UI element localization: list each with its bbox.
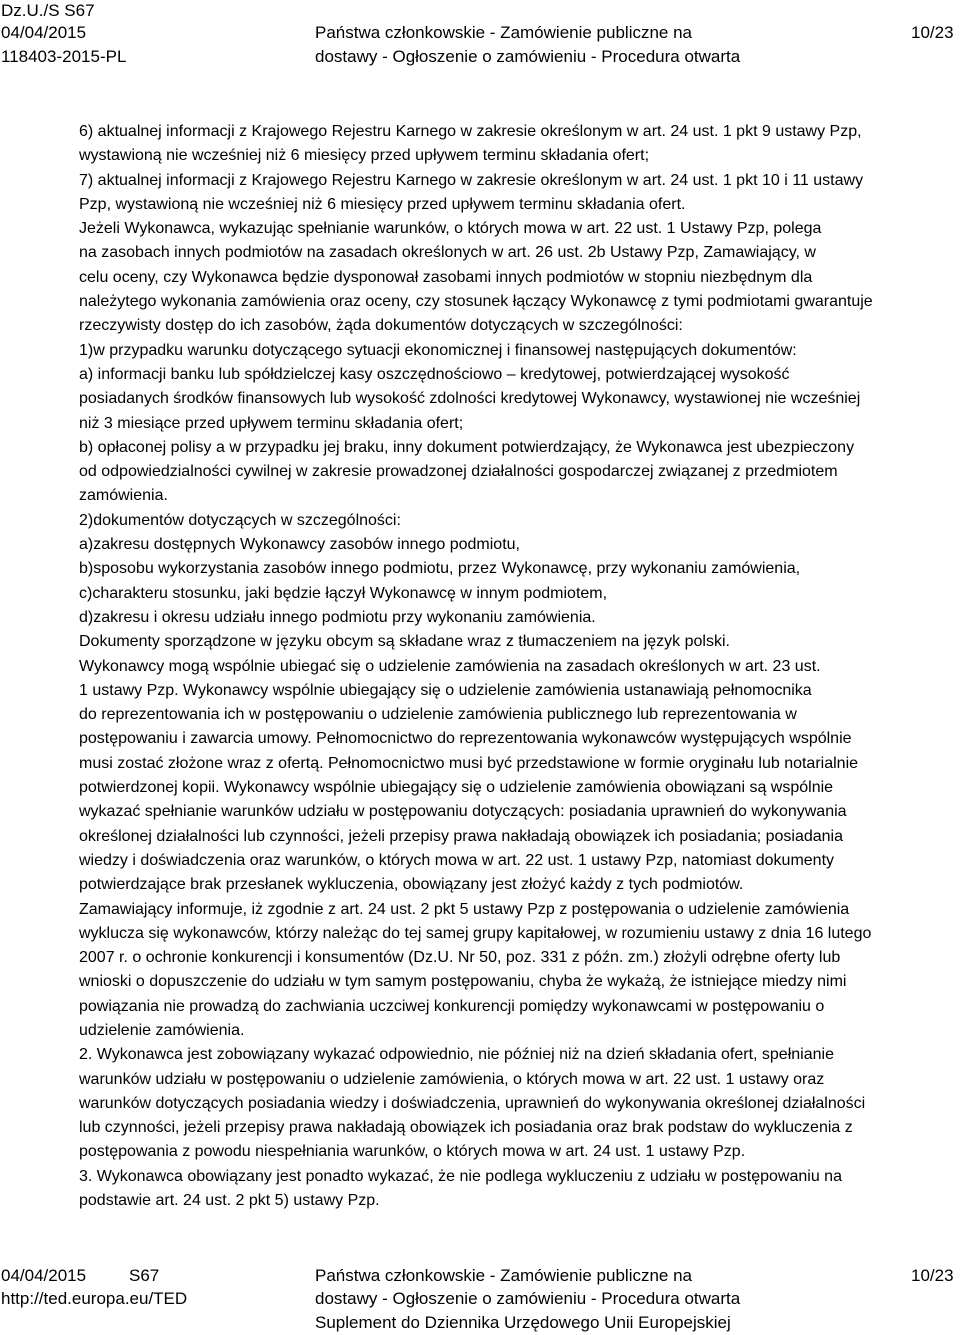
- body-line: od odpowiedzialności cywilnej w zakresie prowadzonej działalności gospodarczej związanej z przedmiotem: [79, 463, 838, 481]
- body-line: b)sposobu wykorzystania zasobów innego podmiotu, przez Wykonawcę, przy wykonaniu zamówienia,: [79, 560, 801, 578]
- body-line: b) opłaconej polisy a w przypadku jej braku, inny dokument potwierdzający, że Wykonawca jest ubezpieczony: [79, 438, 855, 456]
- body-line: 6) aktualnej informacji z Krajowego Rejestru Karnego w zakresie określonym w art. 24 ust. 1 pkt 9 ustawy Pzp,: [79, 123, 862, 140]
- body-line: Zamawiający informuje, iż zgodnie z art. 24 ust. 2 pkt 5 ustawy Pzp z postępowania o udzielenie zamówienia: [79, 900, 850, 918]
- header-journal: Dz.U./S S67: [1, 1, 95, 20]
- body-text: [79, 120, 959, 1213]
- body-line: celu oceny, czy Wykonawca będzie dysponował zasobami innych podmiotów w stopniu niezbędnym dla: [79, 268, 813, 286]
- body-line: 2. Wykonawca jest zobowiązany wykazać odpowiednio, nie później niż na dzień składania ofert, spełnianie: [79, 1046, 834, 1064]
- body-line: wnioski o dopuszczenie do udziału w tym samym postępowaniu, chyba że wykażą, że istniejące miedzy nimi: [79, 973, 847, 991]
- body-line: wystawioną nie wcześniej niż 6 miesięcy przed upływem terminu składania ofert;: [79, 147, 650, 165]
- body-line: postępowania z powodu niespełniania warunków, o których mowa w art. 24 ust. 1 ustawy Pzp.: [79, 1143, 746, 1161]
- body-line: 3. Wykonawca obowiązany jest ponadto wykazać, że nie podlega wykluczeniu z udziału w postępowaniu na: [79, 1167, 842, 1185]
- footer-issue: S67: [129, 1266, 160, 1285]
- body-line: należytego wykonania zamówienia oraz oceny, czy stosunek łączący Wykonawcę z tymi podmiotami gwarantuje: [79, 293, 873, 311]
- body-line: a)zakresu dostępnych Wykonawcy zasobów innego podmiotu,: [79, 536, 520, 554]
- footer-date: 04/04/2015: [1, 1266, 87, 1285]
- body-line: warunków udziału w postępowaniu o udzielenie zamówienia, o których mowa w art. 22 ust. 1 ustawy oraz: [79, 1070, 825, 1088]
- body-line: określonej działalności lub czynności, jeżeli przepisy prawa nakładają obowiązek ich posiadania; posiadania: [79, 827, 843, 845]
- footer-page-number: 10/23: [911, 1266, 954, 1285]
- body-line: rzeczywisty dostęp do ich zasobów, żąda dokumentów dotyczących w szczególności:: [79, 317, 683, 335]
- header-title-line2: dostawy - Ogłoszenie o zamówieniu - Procedura otwarta: [315, 47, 741, 66]
- body-line: na zasobach innych podmiotów na zasadach określonych w art. 26 ust. 2b Ustawy Pzp, Zamawiający, w: [79, 244, 816, 262]
- body-line: wiedzy i doświadczenia oraz warunków, o których mowa w art. 22 ust. 1 ustawy Pzp, natomiast dokumenty: [79, 851, 835, 869]
- body-line: musi zostać złożone wraz z ofertą. Pełnomocnictwo musi być przedstawione w formie oryginału lub notarialnie: [79, 754, 859, 772]
- body-line: wyklucza się wykonawców, którzy należąc do tej samej grupy kapitałowej, w rozumieniu ustawy z dnia 16 lutego: [79, 924, 872, 942]
- header-date: 04/04/2015: [1, 23, 87, 42]
- footer-title-line3: Suplement do Dziennika Urzędowego Unii Europejskiej: [315, 1313, 731, 1332]
- body-line: 1)w przypadku warunku dotyczącego sytuacji ekonomicznej i finansowej następujących dokumentów:: [79, 341, 797, 359]
- header-page-number: 10/23: [911, 23, 954, 42]
- body-line: 7) aktualnej informacji z Krajowego Rejestru Karnego w zakresie określonym w art. 24 ust. 1 pkt 10 i 11 ustawy: [79, 171, 864, 189]
- body-line: d)zakresu i okresu udziału innego podmiotu przy wykonaniu zamówienia.: [79, 608, 596, 626]
- header-ref: 118403-2015-PL: [1, 47, 127, 66]
- body-line: postępowaniu i zawarcia umowy. Pełnomocnictwo do reprezentowania wykonawców występujących wspólnie: [79, 730, 852, 748]
- body-line: c)charakteru stosunku, jaki będzie łączył Wykonawcę w innym podmiotem,: [79, 584, 608, 602]
- body-line: wykazać spełnianie warunków udziału w postępowaniu dotyczących: posiadania uprawnień do wykonywania: [79, 803, 847, 821]
- header-title-line1: Państwa członkowskie - Zamówienie publiczne na: [315, 23, 693, 42]
- body-line: udzielenie zamówienia.: [79, 1021, 245, 1039]
- body-line: potwierdzonej kopii. Wykonawcy wspólnie ubiegający się o udzielenie zamówienia obowiązani są wspólnie: [79, 779, 834, 797]
- body-line: Jeżeli Wykonawca, wykazując spełnianie warunków, o których mowa w art. 22 ust. 1 Ustawy Pzp, polega: [79, 220, 822, 238]
- body-line: potwierdzające brak przesłanek wykluczenia, obowiązany jest złożyć każdy z tych podmiotów.: [79, 876, 744, 894]
- footer-title-line2: dostawy - Ogłoszenie o zamówieniu - Procedura otwarta: [315, 1289, 741, 1308]
- body-line: niż 3 miesiące przed upływem terminu składania ofert;: [79, 414, 464, 432]
- body-line: a) informacji banku lub spółdzielczej kasy oszczędnościowo – kredytowej, potwierdzającej wysokość: [79, 365, 790, 383]
- body-line: powiązania nie prowadzą do zachwiania uczciwej konkurencji pomiędzy wykonawcami w postępowaniu o: [79, 997, 825, 1015]
- body-line: Wykonawcy mogą wspólnie ubiegać się o udzielenie zamówienia na zasadach określonych w art. 23 ust.: [79, 657, 821, 675]
- body-line: do reprezentowania ich w postępowaniu o udzielenie zamówienia publicznego lub reprezentowania w: [79, 706, 797, 724]
- body-line: Dokumenty sporządzone w języku obcym są składane wraz z tłumaczeniem na język polski.: [79, 633, 730, 651]
- footer-title-line1: Państwa członkowskie - Zamówienie publiczne na: [315, 1266, 693, 1285]
- body-line: podstawie art. 24 ust. 2 pkt 5) ustawy Pzp.: [79, 1192, 380, 1210]
- body-line: warunków dotyczących posiadania wiedzy i doświadczenia, uprawnień do wykonywania określonej działalności: [79, 1094, 866, 1112]
- body-line: 1 ustawy Pzp. Wykonawcy wspólnie ubiegający się o udzielenie zamówienia ustanawiają pełnomocnika: [79, 681, 812, 699]
- body-line: zamówienia.: [79, 487, 168, 505]
- body-line: Pzp, wystawioną nie wcześniej niż 6 miesięcy przed upływem terminu składania ofert.: [79, 195, 686, 213]
- body-line: 2007 r. o ochronie konkurencji i konsumentów (Dz.U. Nr 50, poz. 331 z późn. zm.) złożyli odrębne oferty lub: [79, 949, 841, 967]
- body-line: 2)dokumentów dotyczących w szczególności:: [79, 511, 401, 529]
- body-line: lub czynności, jeżeli przepisy prawa nakładają obowiązek ich posiadania oraz brak podstaw do wykluczenia z: [79, 1119, 853, 1137]
- body-line: posiadanych środków finansowych lub wysokość zdolności kredytowej Wykonawcy, wystawionej nie wcześniej: [79, 390, 861, 408]
- footer-url: http://ted.europa.eu/TED: [1, 1289, 188, 1308]
